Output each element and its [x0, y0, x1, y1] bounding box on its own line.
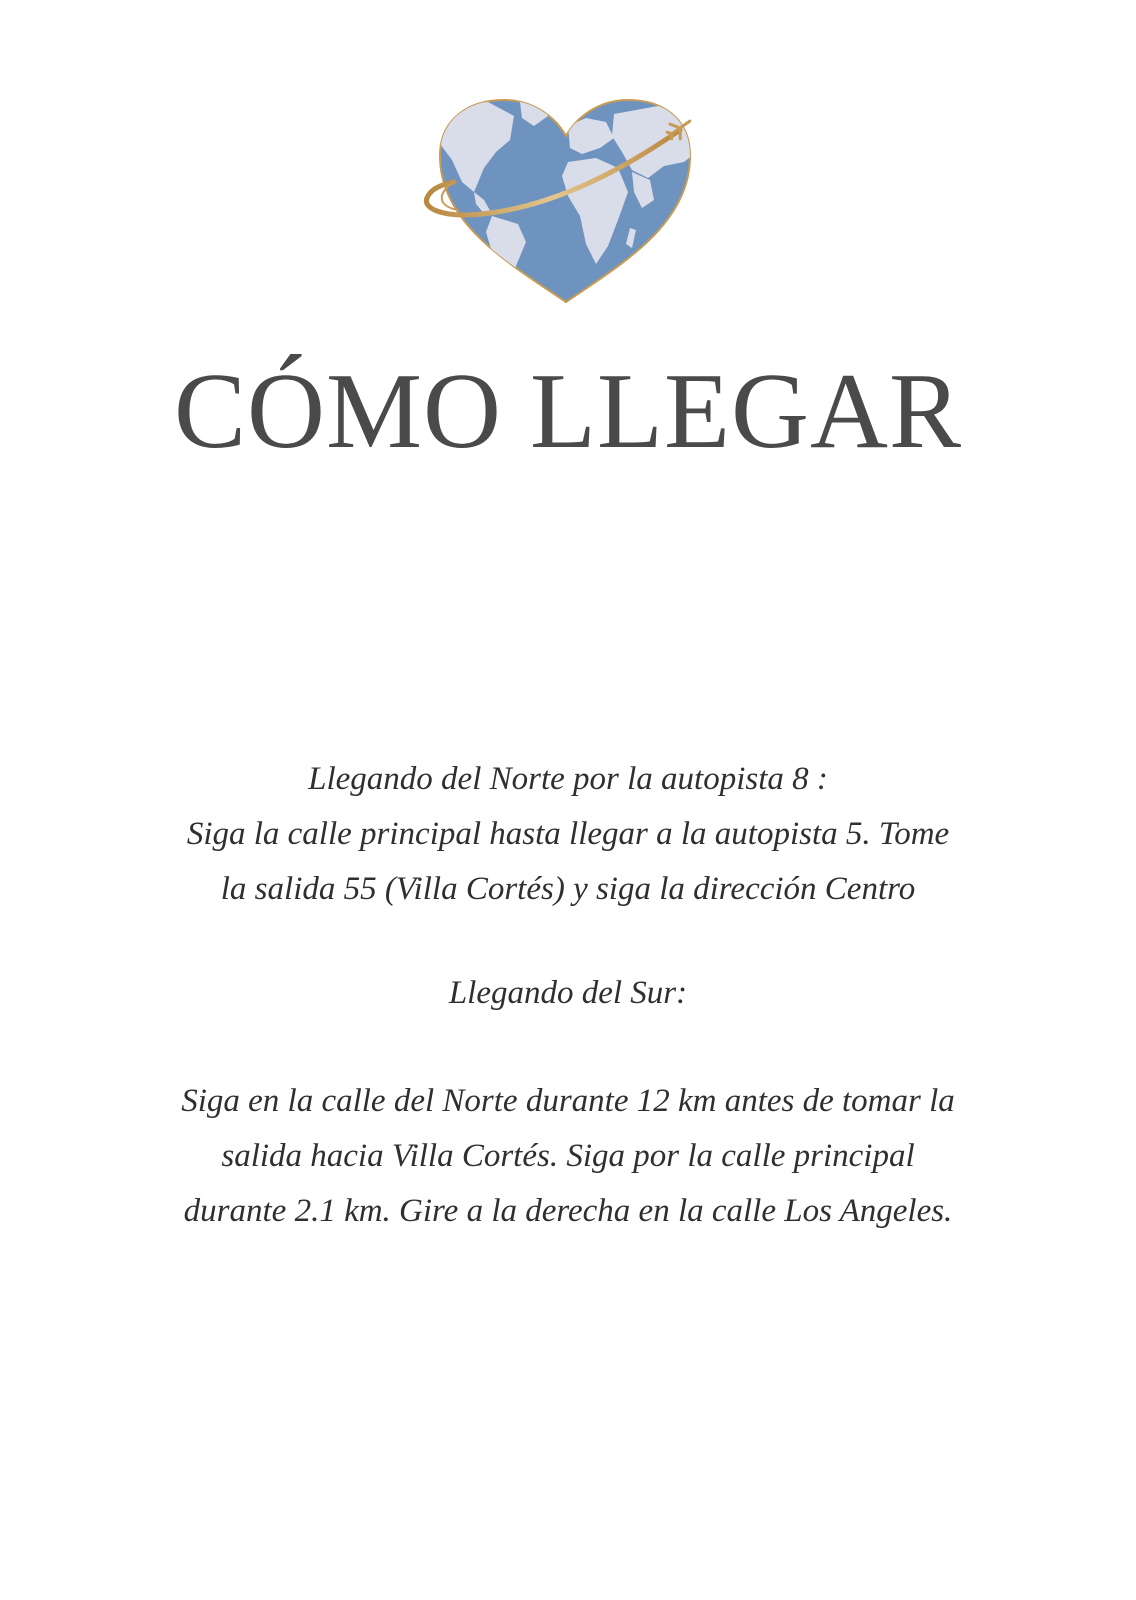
text-line: salida hacia Villa Cortés. Siga por la calle principal [221, 1138, 915, 1174]
directions-north [120, 752, 1016, 917]
text-line: Siga en la calle del Norte durante 12 km antes de tomar la [181, 1083, 955, 1119]
text-line: la salida 55 (Villa Cortés) y siga la dirección Centro [220, 871, 916, 907]
text-line: Siga la calle principal hasta llegar a la autopista 5. Tome [186, 816, 950, 852]
page-title: CÓMO LLEGAR [174, 352, 962, 471]
text-line: durante 2.1 km. Gire a la derecha en la calle Los Angeles. [183, 1193, 953, 1229]
text-line: Llegando del Sur: [448, 975, 688, 1011]
directions-south [120, 1074, 1016, 1239]
text-line: Llegando del Norte por la autopista 8 : [308, 761, 828, 797]
heart-globe-plane-icon [418, 96, 714, 308]
directions-south-heading [120, 966, 1016, 1021]
